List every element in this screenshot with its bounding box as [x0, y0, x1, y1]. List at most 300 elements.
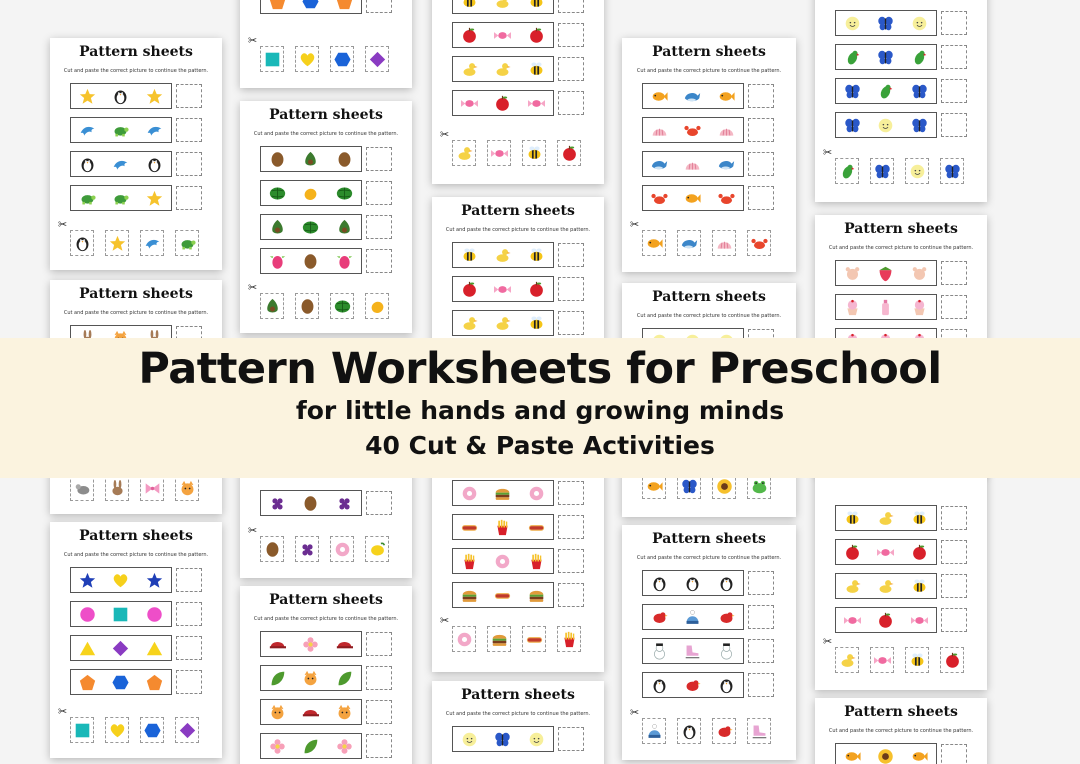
answer-slot — [366, 632, 392, 656]
cut-out-piece — [905, 647, 929, 673]
flower-icon — [269, 738, 286, 755]
scissors-icon: ✂ — [823, 635, 833, 648]
cap-icon — [269, 636, 286, 653]
duck-icon — [461, 61, 478, 78]
penguin-icon — [651, 677, 668, 694]
candy-icon — [844, 612, 861, 629]
dolphin-icon — [144, 235, 161, 252]
kiwi-icon — [264, 541, 281, 558]
flower-icon — [336, 738, 353, 755]
cut-out-piece — [557, 140, 581, 166]
mango-icon — [369, 298, 386, 315]
pattern-box — [70, 117, 172, 143]
answer-slot — [941, 608, 967, 632]
apple-icon — [494, 95, 511, 112]
dragonfruit-icon — [269, 253, 286, 270]
cut-out-piece — [522, 626, 546, 652]
pattern-box — [70, 151, 172, 177]
cut-out-piece — [260, 536, 284, 562]
worksheet-title: Pattern sheets — [79, 44, 193, 60]
pattern-box — [260, 214, 362, 240]
pattern-box — [835, 573, 937, 599]
burger-icon — [528, 587, 545, 604]
answer-slot — [558, 277, 584, 301]
cut-out-piece — [677, 718, 701, 744]
burger-icon — [461, 587, 478, 604]
penguin-icon — [718, 575, 735, 592]
duck-icon — [494, 247, 511, 264]
worksheet-winter — [622, 525, 796, 760]
whale-icon — [651, 156, 668, 173]
fries-icon — [528, 553, 545, 570]
cut-out-piece — [557, 626, 581, 652]
answer-slot — [941, 540, 967, 564]
apple-icon — [461, 281, 478, 298]
snowman-icon — [651, 643, 668, 660]
bee-icon — [526, 145, 543, 162]
duck-icon — [494, 61, 511, 78]
cut-out-piece — [175, 230, 199, 256]
sun-icon — [528, 731, 545, 748]
answer-slot — [748, 186, 774, 210]
answer-slot — [558, 549, 584, 573]
cut-out-piece — [487, 140, 511, 166]
cat-icon — [336, 704, 353, 721]
leaf-icon — [269, 670, 286, 687]
kiwi-icon — [302, 495, 319, 512]
butterfly-icon — [494, 731, 511, 748]
answer-slot — [941, 11, 967, 35]
worksheet-instructions: Cut and paste the correct picture to continue the pattern. — [253, 131, 399, 137]
cut-out-piece — [105, 230, 129, 256]
pattern-box — [260, 146, 362, 172]
leaf-icon — [302, 738, 319, 755]
grapes-icon — [269, 495, 286, 512]
cut-out-piece — [365, 536, 389, 562]
apple-icon — [911, 544, 928, 561]
butterfly-icon — [681, 478, 698, 495]
donut-icon — [461, 485, 478, 502]
worksheet-title: Pattern sheets — [652, 289, 766, 305]
kiwi-icon — [299, 298, 316, 315]
cupcake-icon — [911, 299, 928, 316]
worksheet-instructions: Cut and paste the correct picture to continue the pattern. — [63, 68, 209, 74]
dolphin-icon — [146, 122, 163, 139]
pattern-box — [70, 567, 172, 593]
butterfly-icon — [911, 117, 928, 134]
pentagon-shape-icon — [336, 0, 353, 10]
answer-slot — [558, 515, 584, 539]
crab-icon — [684, 122, 701, 139]
parrot-icon — [877, 83, 894, 100]
answer-slot — [748, 673, 774, 697]
pattern-box — [642, 83, 744, 109]
answer-slot — [176, 152, 202, 176]
pattern-box — [642, 151, 744, 177]
worksheet-garden — [240, 586, 412, 764]
cut-out-piece — [175, 475, 199, 501]
scissors-icon: ✂ — [58, 705, 68, 718]
pattern-box — [260, 699, 362, 725]
cut-out-piece — [105, 717, 129, 743]
pattern-box — [835, 607, 937, 633]
candy-icon — [877, 544, 894, 561]
pattern-box — [260, 0, 362, 14]
cat-icon — [179, 480, 196, 497]
bee-icon — [528, 61, 545, 78]
burger-icon — [494, 485, 511, 502]
watermelon-icon — [334, 298, 351, 315]
whale-icon — [684, 88, 701, 105]
penguin-icon — [684, 575, 701, 592]
penguin-icon — [112, 88, 129, 105]
pattern-box — [452, 310, 554, 336]
answer-slot — [941, 79, 967, 103]
fish-icon — [911, 748, 928, 764]
star-icon — [79, 88, 96, 105]
worksheet-shapes-a — [50, 522, 222, 758]
sun-icon — [877, 117, 894, 134]
candy-icon — [494, 27, 511, 44]
crab-icon — [651, 190, 668, 207]
triangle-shape-icon — [79, 640, 96, 657]
pattern-box — [452, 582, 554, 608]
cut-out-piece — [365, 293, 389, 319]
pattern-box — [452, 0, 554, 14]
pattern-box — [835, 10, 937, 36]
worksheet-title: Pattern sheets — [844, 704, 958, 720]
worksheet-instructions: Cut and paste the correct picture to continue the pattern. — [828, 245, 974, 251]
hotdog-icon — [461, 519, 478, 536]
shell-icon — [716, 235, 733, 252]
cut-out-piece — [487, 626, 511, 652]
pattern-box — [642, 672, 744, 698]
penguin-icon — [79, 156, 96, 173]
answer-slot — [941, 113, 967, 137]
bee-icon — [909, 652, 926, 669]
apple-icon — [528, 281, 545, 298]
heart-shape-icon — [109, 722, 126, 739]
candy-icon — [874, 652, 891, 669]
whale-icon — [718, 156, 735, 173]
answer-slot — [176, 670, 202, 694]
answer-slot — [558, 481, 584, 505]
snowman-icon — [718, 643, 735, 660]
worksheet-instructions: Cut and paste the correct picture to continue the pattern. — [636, 313, 782, 319]
bird-icon — [651, 609, 668, 626]
answer-slot — [558, 57, 584, 81]
bee-icon — [844, 510, 861, 527]
duck-icon — [877, 510, 894, 527]
frog-icon — [751, 478, 768, 495]
worksheet-title: Pattern sheets — [844, 221, 958, 237]
answer-slot — [176, 84, 202, 108]
cut-out-piece — [940, 158, 964, 184]
worksheet-animals-sea — [50, 38, 222, 270]
answer-slot — [366, 700, 392, 724]
cut-out-piece — [522, 140, 546, 166]
cut-out-piece — [712, 230, 736, 256]
cat-icon — [269, 704, 286, 721]
square-shape-icon — [264, 51, 281, 68]
cut-out-piece — [642, 230, 666, 256]
pattern-box — [70, 669, 172, 695]
heart-shape-icon — [299, 51, 316, 68]
answer-slot — [366, 181, 392, 205]
pattern-box — [835, 112, 937, 138]
scissors-icon: ✂ — [630, 706, 640, 719]
apple-icon — [877, 612, 894, 629]
apple-icon — [461, 27, 478, 44]
pattern-box — [452, 56, 554, 82]
duck-icon — [494, 0, 511, 10]
answer-slot — [366, 734, 392, 758]
cut-out-piece — [140, 475, 164, 501]
candy-icon — [461, 95, 478, 112]
donut-icon — [494, 553, 511, 570]
duck-icon — [494, 315, 511, 332]
turtle-icon — [179, 235, 196, 252]
cut-out-piece — [70, 475, 94, 501]
hexagon-shape-icon — [112, 674, 129, 691]
whale-icon — [681, 235, 698, 252]
apple-icon — [561, 145, 578, 162]
worksheet-title: Pattern sheets — [461, 687, 575, 703]
butterfly-icon — [877, 49, 894, 66]
diamond-shape-icon — [112, 640, 129, 657]
pattern-box — [452, 90, 554, 116]
bear-icon — [911, 265, 928, 282]
answer-slot — [366, 249, 392, 273]
answer-slot — [558, 23, 584, 47]
bee-icon — [528, 0, 545, 10]
parrot-icon — [839, 163, 856, 180]
answer-slot — [176, 568, 202, 592]
circle-shape-icon — [146, 606, 163, 623]
worksheet-butterflies — [815, 0, 987, 202]
cut-out-piece — [330, 293, 354, 319]
title-banner — [0, 338, 1080, 478]
bee-icon — [911, 510, 928, 527]
scissors-icon: ✂ — [440, 614, 450, 627]
candy-icon — [494, 281, 511, 298]
scissors-icon: ✂ — [248, 281, 258, 294]
kiwi-icon — [302, 253, 319, 270]
butterfly-icon — [944, 163, 961, 180]
answer-slot — [366, 666, 392, 690]
answer-slot — [941, 45, 967, 69]
worksheet-ocean — [622, 38, 796, 272]
cut-out-piece — [712, 718, 736, 744]
bird-icon — [684, 677, 701, 694]
pattern-box — [452, 548, 554, 574]
cut-out-piece — [365, 46, 389, 72]
diamond-shape-icon — [179, 722, 196, 739]
hotdog-icon — [526, 631, 543, 648]
cat-icon — [302, 670, 319, 687]
triangle-shape-icon — [146, 640, 163, 657]
square-shape-icon — [112, 606, 129, 623]
pentagon-shape-icon — [269, 0, 286, 10]
grapes-icon — [336, 495, 353, 512]
cut-out-piece — [870, 158, 894, 184]
answer-slot — [748, 118, 774, 142]
cut-out-piece — [452, 626, 476, 652]
watermelon-icon — [302, 219, 319, 236]
duck-icon — [877, 578, 894, 595]
watermelon-icon — [336, 185, 353, 202]
pattern-box — [642, 638, 744, 664]
pattern-box — [835, 294, 937, 320]
sun-icon — [911, 15, 928, 32]
pattern-box — [835, 505, 937, 531]
cap-icon — [336, 636, 353, 653]
square-shape-icon — [74, 722, 91, 739]
butterfly-icon — [877, 15, 894, 32]
answer-slot — [941, 744, 967, 764]
scissors-icon: ✂ — [58, 218, 68, 231]
scissors-icon: ✂ — [248, 34, 258, 47]
shell-icon — [718, 122, 735, 139]
cut-out-piece — [452, 140, 476, 166]
pattern-box — [835, 44, 937, 70]
fish-icon — [684, 190, 701, 207]
pattern-box — [70, 635, 172, 661]
worksheet-shapes-top — [240, 0, 412, 88]
hotdog-icon — [494, 587, 511, 604]
answer-slot — [558, 243, 584, 267]
pattern-box — [642, 570, 744, 596]
butterfly-icon — [911, 83, 928, 100]
avocado-icon — [336, 219, 353, 236]
pattern-box — [70, 601, 172, 627]
pattern-box — [452, 480, 554, 506]
cut-out-piece — [260, 293, 284, 319]
avocado-icon — [264, 298, 281, 315]
answer-slot — [748, 152, 774, 176]
pattern-box — [835, 260, 937, 286]
answer-slot — [941, 261, 967, 285]
mango-icon — [302, 185, 319, 202]
pattern-box — [835, 78, 937, 104]
sunflower-icon — [716, 478, 733, 495]
answer-slot — [366, 0, 392, 13]
sun-icon — [844, 15, 861, 32]
bee-icon — [528, 247, 545, 264]
cut-out-piece — [260, 46, 284, 72]
star-icon — [146, 88, 163, 105]
turtle-icon — [112, 122, 129, 139]
pattern-box — [70, 185, 172, 211]
cut-out-piece — [905, 158, 929, 184]
scissors-icon: ✂ — [440, 128, 450, 141]
answer-slot — [941, 295, 967, 319]
grapes-icon — [299, 541, 316, 558]
bee-icon — [911, 578, 928, 595]
pentagon-shape-icon — [146, 674, 163, 691]
cut-out-piece — [175, 717, 199, 743]
candy-icon — [528, 95, 545, 112]
answer-slot — [558, 91, 584, 115]
penguin-icon — [146, 156, 163, 173]
worksheet-instructions: Cut and paste the correct picture to continue the pattern. — [636, 555, 782, 561]
parrot-icon — [844, 49, 861, 66]
turtle-icon — [112, 190, 129, 207]
bee-icon — [461, 0, 478, 10]
apple-icon — [844, 544, 861, 561]
cut-out-piece — [295, 293, 319, 319]
heart-shape-icon — [112, 572, 129, 589]
sunflower-icon — [877, 748, 894, 764]
butterfly-icon — [844, 83, 861, 100]
avocado-icon — [302, 151, 319, 168]
fish-icon — [646, 478, 663, 495]
bird-icon — [716, 723, 733, 740]
sun-icon — [909, 163, 926, 180]
butterfly-icon — [844, 117, 861, 134]
fish-icon — [646, 235, 663, 252]
pattern-box — [452, 242, 554, 268]
pentagon-shape-icon — [79, 674, 96, 691]
butterfly-icon — [874, 163, 891, 180]
cut-out-piece — [105, 475, 129, 501]
cap-icon — [302, 704, 319, 721]
worksheet-instructions: Cut and paste the correct picture to continue the pattern. — [445, 711, 591, 717]
answer-slot — [748, 84, 774, 108]
worksheet-fruits-a — [240, 101, 412, 333]
cut-out-piece — [677, 230, 701, 256]
worksheet-title: Pattern sheets — [269, 592, 383, 608]
hat-icon — [646, 723, 663, 740]
answer-slot — [176, 636, 202, 660]
pattern-box — [452, 514, 554, 540]
worksheet-instructions: Cut and paste the correct picture to continue the pattern. — [63, 552, 209, 558]
worksheet-fish-right — [815, 698, 987, 764]
donut-icon — [456, 631, 473, 648]
apple-icon — [528, 27, 545, 44]
sun-icon — [461, 731, 478, 748]
pattern-box — [260, 665, 362, 691]
scissors-icon: ✂ — [630, 218, 640, 231]
bottle-icon — [877, 299, 894, 316]
crab-icon — [718, 190, 735, 207]
pattern-box — [260, 248, 362, 274]
circle-shape-icon — [79, 606, 96, 623]
scissors-icon: ✂ — [823, 146, 833, 159]
worksheet-bees-top — [432, 0, 604, 184]
cut-out-piece — [330, 536, 354, 562]
hexagon-shape-icon — [334, 51, 351, 68]
cupcake-icon — [844, 299, 861, 316]
duck-icon — [844, 578, 861, 595]
worksheet-instructions: Cut and paste the correct picture to continue the pattern. — [445, 227, 591, 233]
answer-slot — [176, 118, 202, 142]
fish-icon — [718, 88, 735, 105]
pattern-box — [452, 726, 554, 752]
bear-icon — [844, 265, 861, 282]
cut-out-piece — [835, 158, 859, 184]
penguin-icon — [681, 723, 698, 740]
candy-icon — [491, 145, 508, 162]
answer-slot — [366, 491, 392, 515]
answer-slot — [748, 571, 774, 595]
worksheet-title: Pattern sheets — [269, 107, 383, 123]
burger-icon — [491, 631, 508, 648]
diamond-shape-icon — [369, 51, 386, 68]
pattern-box — [642, 117, 744, 143]
answer-slot — [941, 506, 967, 530]
duck-icon — [456, 145, 473, 162]
